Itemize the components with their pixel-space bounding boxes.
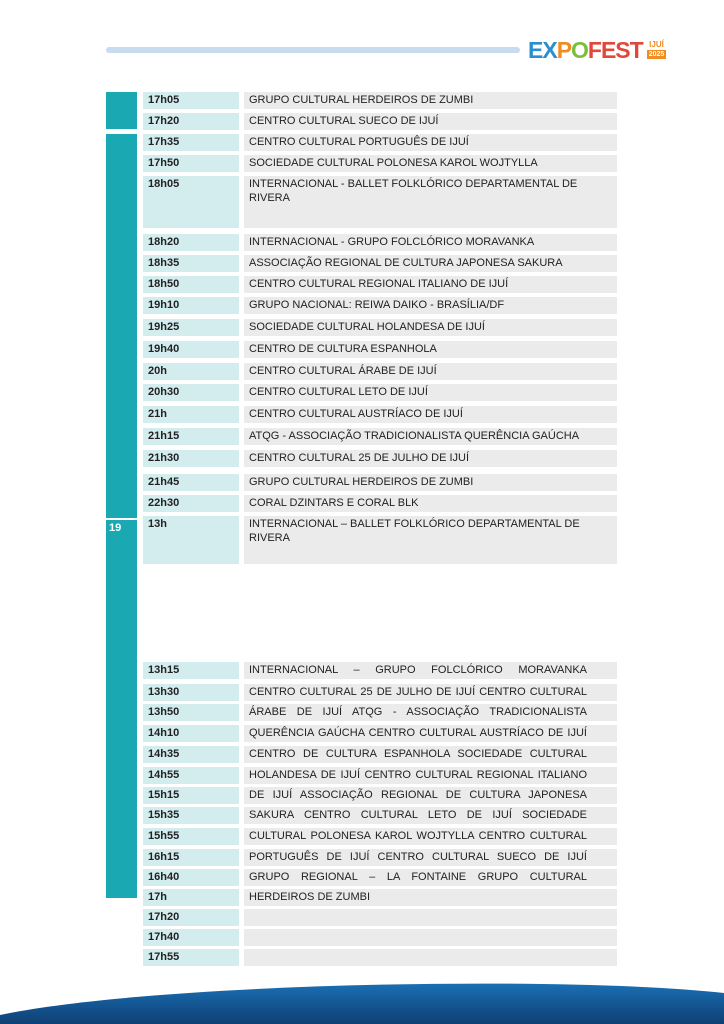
act-cell: INTERNACIONAL - GRUPO FOLCLÓRICO MORAVANKA (244, 234, 617, 251)
act-cell (244, 929, 617, 946)
time-cell: 21h15 (143, 428, 239, 445)
schedule-row (143, 276, 617, 293)
time-cell: 17h20 (143, 113, 239, 130)
schedule-row (143, 92, 617, 109)
schedule-row (143, 450, 617, 467)
time-cell: 20h30 (143, 384, 239, 401)
act-cell: ASSOCIAÇÃO REGIONAL DE CULTURA JAPONESA SAKURA (244, 255, 617, 272)
act-cell: HERDEIROS DE ZUMBI (244, 889, 617, 906)
time-cell: 19h25 (143, 319, 239, 336)
act-cell: HOLANDESA DE IJUÍ CENTRO CULTURAL REGIONAL ITALIANO (244, 767, 617, 784)
time-cell: 18h20 (143, 234, 239, 251)
schedule-row (143, 516, 617, 564)
time-cell: 19h40 (143, 341, 239, 358)
footer-wave (0, 975, 724, 1024)
schedule-row (143, 949, 617, 966)
act-cell: INTERNACIONAL – BALLET FOLKLÓRICO DEPARTAMENTAL DE RIVERA (244, 516, 617, 564)
act-cell: CENTRO CULTURAL LETO DE IJUÍ (244, 384, 617, 401)
time-cell: 14h55 (143, 767, 239, 784)
time-cell: 22h30 (143, 495, 239, 512)
schedule-row (143, 134, 617, 151)
act-cell: PORTUGUÊS DE IJUÍ CENTRO CULTURAL SUECO DE IJUÍ (244, 849, 617, 866)
act-cell: DE IJUÍ ASSOCIAÇÃO REGIONAL DE CULTURA JAPONESA (244, 787, 617, 804)
act-cell (244, 949, 617, 966)
time-cell: 20h (143, 363, 239, 380)
act-cell: ÁRABE DE IJUÍ ATQG - ASSOCIAÇÃO TRADICIONALISTA (244, 704, 617, 721)
schedule-row (143, 176, 617, 228)
time-cell: 17h40 (143, 929, 239, 946)
time-cell: 18h05 (143, 176, 239, 228)
time-cell: 13h15 (143, 662, 239, 679)
time-cell: 15h35 (143, 807, 239, 824)
time-cell: 16h40 (143, 869, 239, 886)
time-cell: 19h10 (143, 297, 239, 314)
time-cell: 17h35 (143, 134, 239, 151)
act-cell: SOCIEDADE CULTURAL HOLANDESA DE IJUÍ (244, 319, 617, 336)
time-cell: 21h (143, 406, 239, 423)
schedule-row (143, 662, 617, 679)
act-cell: GRUPO CULTURAL HERDEIROS DE ZUMBI (244, 474, 617, 491)
time-cell: 13h30 (143, 684, 239, 701)
act-cell: ATQG - ASSOCIAÇÃO TRADICIONALISTA QUERÊNCIA GAÚCHA (244, 428, 617, 445)
act-cell: CENTRO CULTURAL REGIONAL ITALIANO DE IJUÍ (244, 276, 617, 293)
act-cell: CULTURAL POLONESA KAROL WOJTYLLA CENTRO CULTURAL (244, 828, 617, 845)
time-cell: 17h05 (143, 92, 239, 109)
schedule-row (143, 909, 617, 926)
act-cell: CENTRO CULTURAL PORTUGUÊS DE IJUÍ (244, 134, 617, 151)
time-cell: 17h20 (143, 909, 239, 926)
schedule-row (143, 234, 617, 251)
logo-city: IJUÍ (649, 40, 664, 49)
schedule-row (143, 363, 617, 380)
schedule-row (143, 869, 617, 886)
schedule-row (143, 889, 617, 906)
schedule-row (143, 255, 617, 272)
day-label: 19 (109, 522, 122, 534)
schedule-row (143, 341, 617, 358)
schedule-row (143, 849, 617, 866)
schedule-row (143, 113, 617, 130)
day-column-day-19 (106, 520, 137, 898)
time-cell: 21h45 (143, 474, 239, 491)
schedule-row (143, 474, 617, 491)
schedule-row (143, 684, 617, 701)
act-cell: SOCIEDADE CULTURAL POLONESA KAROL WOJTYLLA (244, 155, 617, 172)
schedule-row (143, 767, 617, 784)
schedule-row (143, 428, 617, 445)
act-cell: INTERNACIONAL - BALLET FOLKLÓRICO DEPARTAMENTAL DE RIVERA (244, 176, 617, 228)
schedule-row (143, 406, 617, 423)
time-cell: 15h15 (143, 787, 239, 804)
logo-wordmark: EXPOFEST (528, 36, 643, 63)
act-cell: CENTRO CULTURAL 25 DE JULHO DE IJUÍ (244, 450, 617, 467)
act-cell: CENTRO CULTURAL ÁRABE DE IJUÍ (244, 363, 617, 380)
time-cell: 21h30 (143, 450, 239, 467)
schedule-row (143, 704, 617, 721)
schedule-row (143, 495, 617, 512)
schedule-row (143, 828, 617, 845)
schedule-row (143, 929, 617, 946)
act-cell: GRUPO REGIONAL – LA FONTAINE GRUPO CULTURAL (244, 869, 617, 886)
time-cell: 17h (143, 889, 239, 906)
act-cell: CENTRO DE CULTURA ESPANHOLA (244, 341, 617, 358)
time-cell: 15h55 (143, 828, 239, 845)
logo-year: 2025 (648, 51, 665, 58)
time-cell: 14h10 (143, 725, 239, 742)
header-bar (106, 47, 520, 53)
act-cell: CENTRO CULTURAL 25 DE JULHO DE IJUÍ CENTRO CULTURAL (244, 684, 617, 701)
time-cell: 17h55 (143, 949, 239, 966)
act-cell: QUERÊNCIA GAÚCHA CENTRO CULTURAL AUSTRÍACO DE IJUÍ (244, 725, 617, 742)
time-cell: 14h35 (143, 746, 239, 763)
time-cell: 18h50 (143, 276, 239, 293)
time-cell: 18h35 (143, 255, 239, 272)
act-cell (244, 909, 617, 926)
act-cell: CENTRO DE CULTURA ESPANHOLA SOCIEDADE CULTURAL (244, 746, 617, 763)
schedule-row (143, 787, 617, 804)
act-cell: CENTRO CULTURAL AUSTRÍACO DE IJUÍ (244, 406, 617, 423)
act-cell: GRUPO NACIONAL: REIWA DAIKO - BRASÍLIA/DF (244, 297, 617, 314)
act-cell: SAKURA CENTRO CULTURAL LETO DE IJUÍ SOCIEDADE (244, 807, 617, 824)
expofest-logo (528, 36, 666, 64)
time-cell: 13h (143, 516, 239, 564)
schedule-row (143, 319, 617, 336)
act-cell: CENTRO CULTURAL SUECO DE IJUÍ (244, 113, 617, 130)
act-cell: INTERNACIONAL – GRUPO FOLCLÓRICO MORAVANKA (244, 662, 617, 679)
schedule-row (143, 746, 617, 763)
day-column-block (106, 92, 137, 129)
schedule-row (143, 725, 617, 742)
time-cell: 13h50 (143, 704, 239, 721)
act-cell: GRUPO CULTURAL HERDEIROS DE ZUMBI (244, 92, 617, 109)
schedule-row (143, 384, 617, 401)
schedule-row (143, 155, 617, 172)
schedule-row (143, 807, 617, 824)
time-cell: 16h15 (143, 849, 239, 866)
schedule-row (143, 297, 617, 314)
time-cell: 17h50 (143, 155, 239, 172)
day-column-block (106, 134, 137, 518)
act-cell: CORAL DZINTARS E CORAL BLK (244, 495, 617, 512)
